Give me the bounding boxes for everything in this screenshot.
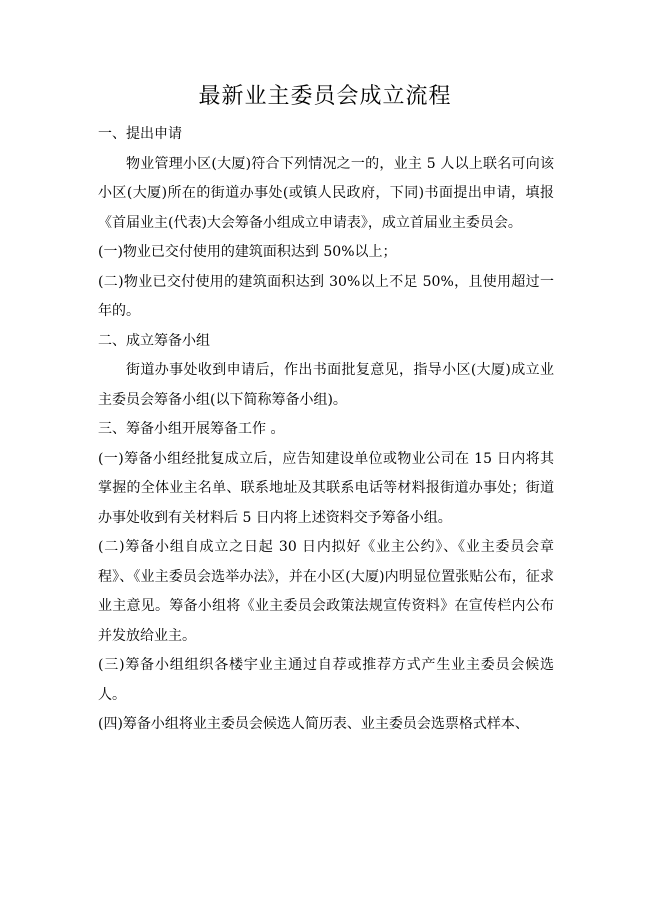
list-item: (四)筹备小组将业主委员会候选人简历表、业主委员会选票格式样本、 xyxy=(98,716,529,732)
list-item: (二)筹备小组自成立之日起 30 日内拟好《业主公约》、《业主委员会章程》、《业主委员会选举办法》，并在小区(大厦)内明显位置张贴公布，征求业主意见。筹备小组将《业主委员会政策法规宣传资料》在宣传栏内公布并发放给业主。 xyxy=(98,539,554,644)
list-item: (一)物业已交付使用的建筑面积达到 50%以上； xyxy=(98,244,397,260)
paragraph: 物业管理小区(大厦)符合下列情况之一的，业主 5 人以上联名可向该小区(大厦)所在的街道办事处(或镇人民政府，下同)书面提出申请，填报《首届业主(代表)大会筹备小组成立申请表》，成立首届业主委员会。 xyxy=(98,155,554,231)
page-title: 最新业主委员会成立流程 xyxy=(198,84,452,109)
section-heading: 一、提出申请 xyxy=(98,126,182,142)
paragraph: 街道办事处收到申请后，作出书面批复意见，指导小区(大厦)成立业主委员会筹备小组(以下简称筹备小组)。 xyxy=(98,362,554,408)
list-item: (三)筹备小组组织各楼宇业主通过自荐或推荐方式产生业主委员会候选人。 xyxy=(98,657,554,703)
list-item: (一)筹备小组经批复成立后，应告知建设单位或物业公司在 15 日内将其掌握的全体业主名单、联系地址及其联系电话等材料报街道办事处；街道办事处收到有关材料后 5 日内将上述资料交予筹备小组。 xyxy=(98,450,554,526)
list-item: (二)物业已交付使用的建筑面积达到 30%以上不足 50%，且使用超过一年的。 xyxy=(98,273,554,319)
section-heading: 二、成立筹备小组 xyxy=(98,332,210,349)
section-heading: 三、筹备小组开展筹备工作 。 xyxy=(98,421,285,437)
document-body xyxy=(98,120,554,740)
